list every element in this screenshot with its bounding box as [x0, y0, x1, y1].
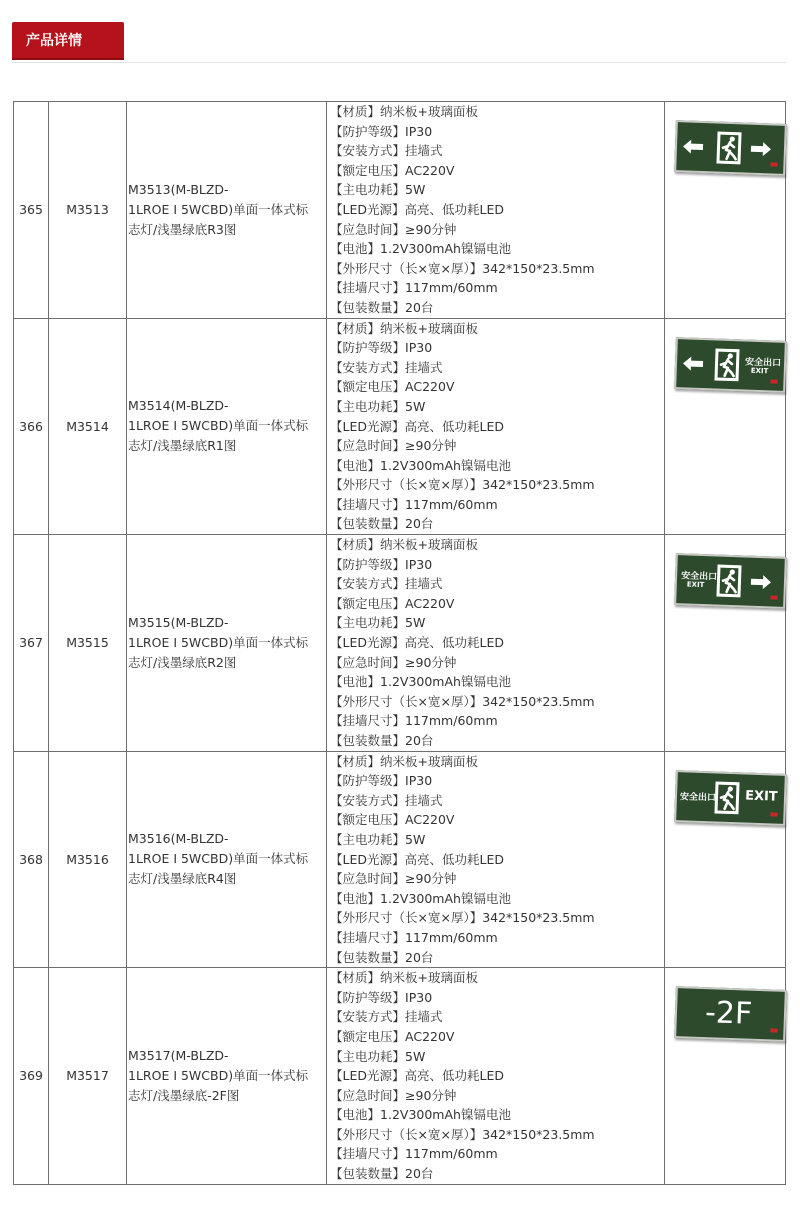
product-name-line: 志灯/浅墨绿底-2F图: [128, 1087, 240, 1103]
spec-label: 【额定电压】: [330, 1028, 406, 1044]
spec-value: AC220V: [405, 595, 455, 611]
spec-line: [330, 928, 664, 948]
product-image: [665, 318, 786, 535]
product-name-line: 1LROE I 5WCBD)单面一体式标: [128, 1067, 309, 1083]
sign-graphic: [676, 122, 785, 174]
table-row: [14, 102, 786, 319]
product-name-line: 1LROE I 5WCBD)单面一体式标: [128, 418, 309, 434]
spec-label: 【主电功耗】: [330, 615, 406, 631]
spec-line: [330, 988, 664, 1008]
spec-value: AC220V: [405, 162, 455, 178]
spec-value: 高亮、低功耗LED: [404, 201, 504, 217]
spec-label: 【LED光源】: [330, 1068, 405, 1084]
spec-label: 【主电功耗】: [330, 831, 406, 847]
floor-number-icon: [674, 986, 787, 1042]
spec-label: 【材质】: [330, 320, 381, 336]
spec-value: 纳米板+玻璃面板: [380, 320, 478, 336]
spec-value: 117mm/60mm: [405, 496, 498, 512]
spec-line: [330, 239, 664, 259]
spec-value: 5W: [405, 615, 426, 631]
spec-label: 【电池】: [330, 674, 381, 690]
spec-value: 纳米板+玻璃面板: [380, 970, 478, 986]
product-name-line: 志灯/浅墨绿底R2图: [128, 654, 237, 670]
spec-line: [330, 653, 664, 673]
spec-label: 【LED光源】: [330, 635, 405, 651]
spec-value: 1.2V300mAh镍镉电池: [380, 890, 511, 906]
spec-value: 挂墙式: [405, 143, 443, 159]
spec-label: 【LED光源】: [330, 851, 405, 867]
spec-label: 【材质】: [330, 104, 381, 119]
spec-list: [327, 318, 665, 535]
spec-line: [330, 417, 664, 437]
row-number: 366: [14, 318, 49, 535]
spec-line: [330, 869, 664, 889]
spec-line: [330, 514, 664, 534]
spec-label: 【挂墙尺寸】: [330, 713, 406, 729]
spec-value: 纳米板+玻璃面板: [380, 104, 478, 119]
spec-value: 5W: [405, 182, 426, 198]
spec-line: [330, 298, 664, 318]
spec-line: [330, 180, 664, 200]
model-code: M3514: [49, 318, 127, 535]
spec-line: [330, 397, 664, 417]
product-name-line: M3515(M-BLZD-: [128, 614, 229, 630]
tab-bar: [12, 22, 786, 63]
spec-line: [330, 850, 664, 870]
spec-value: 342*150*23.5mm: [482, 693, 595, 709]
product-name: [127, 968, 327, 1185]
spec-line: [330, 259, 664, 279]
spec-label: 【外形尺寸（长×宽×厚）】: [330, 693, 483, 709]
spec-label: 【主电功耗】: [330, 1048, 406, 1064]
spec-line: [330, 319, 664, 339]
spec-value: 纳米板+玻璃面板: [380, 753, 478, 769]
spec-value: IP30: [405, 123, 433, 139]
spec-label: 【安装方式】: [330, 143, 406, 159]
spec-value: 高亮、低功耗LED: [404, 1068, 504, 1084]
product-name-line: 1LROE I 5WCBD)单面一体式标: [128, 201, 309, 217]
spec-line: [330, 948, 664, 968]
spec-line: [330, 1007, 664, 1027]
spec-label: 【包装数量】: [330, 516, 406, 532]
spec-label: 【主电功耗】: [330, 182, 406, 198]
spec-line: [330, 1105, 664, 1125]
row-number: 368: [14, 751, 49, 968]
spec-value: ≥90分钟: [405, 221, 457, 237]
spec-line: [330, 672, 664, 692]
spec-label: 【安装方式】: [330, 1009, 406, 1025]
spec-label: 【额定电压】: [330, 812, 406, 828]
spec-value: 20台: [405, 299, 434, 315]
model-code: M3513: [49, 102, 127, 319]
product-name-line: M3514(M-BLZD-: [128, 398, 229, 414]
table-row: [14, 535, 786, 752]
sign-label-floor: -2F: [704, 995, 753, 1032]
spec-value: ≥90分钟: [405, 871, 457, 887]
row-number: 367: [14, 535, 49, 752]
spec-line: [330, 456, 664, 476]
spec-label: 【电池】: [330, 457, 381, 473]
table-row: [14, 968, 786, 1185]
product-name-line: M3513(M-BLZD-: [128, 181, 229, 197]
spec-line: [330, 633, 664, 653]
spec-label: 【电池】: [330, 241, 381, 257]
spec-label: 【材质】: [330, 970, 381, 986]
sign-label-en: EXIT: [744, 788, 778, 805]
spec-list: [327, 102, 665, 319]
spec-value: 117mm/60mm: [405, 280, 498, 296]
spec-line: [330, 692, 664, 712]
spec-label: 【额定电压】: [330, 162, 406, 178]
spec-value: AC220V: [405, 379, 455, 395]
spec-label: 【防护等级】: [330, 989, 406, 1005]
spec-value: 挂墙式: [405, 576, 443, 592]
spec-label: 【挂墙尺寸】: [330, 1146, 406, 1162]
sign-label-en: EXIT: [750, 366, 769, 375]
spec-value: 挂墙式: [405, 359, 443, 375]
sign-label-cn: 安全出口: [679, 791, 717, 804]
spec-value: 1.2V300mAh镍镉电池: [380, 1107, 511, 1123]
spec-label: 【外形尺寸（长×宽×厚）】: [330, 477, 483, 493]
spec-line: [330, 161, 664, 181]
product-name-line: M3516(M-BLZD-: [128, 831, 229, 847]
product-name-line: 1LROE I 5WCBD)单面一体式标: [128, 634, 309, 650]
product-name: [127, 751, 327, 968]
spec-line: [330, 830, 664, 850]
spec-value: 20台: [405, 1166, 434, 1182]
spec-line: [330, 1125, 664, 1145]
spec-line: [330, 711, 664, 731]
spec-line: [330, 771, 664, 791]
table-row: [14, 318, 786, 535]
row-number: 365: [14, 102, 49, 319]
spec-list: [327, 535, 665, 752]
table-row: [14, 751, 786, 968]
spec-value: IP30: [405, 556, 433, 572]
spec-line: [330, 122, 664, 142]
product-image: [665, 102, 786, 319]
sign-label-en: EXIT: [686, 580, 705, 590]
spec-line: [330, 1047, 664, 1067]
spec-value: 挂墙式: [405, 792, 443, 808]
spec-line: [330, 594, 664, 614]
spec-value: 342*150*23.5mm: [482, 477, 595, 493]
spec-line: [330, 1086, 664, 1106]
spec-label: 【安装方式】: [330, 576, 406, 592]
spec-value: 5W: [405, 398, 426, 414]
spec-value: 117mm/60mm: [405, 713, 498, 729]
spec-label: 【包装数量】: [330, 299, 406, 315]
spec-value: 高亮、低功耗LED: [404, 851, 504, 867]
spec-label: 【应急时间】: [330, 654, 406, 670]
spec-label: 【LED光源】: [330, 201, 405, 217]
spec-line: [330, 102, 664, 122]
spec-label: 【外形尺寸（长×宽×厚）】: [330, 910, 483, 926]
spec-line: [330, 1144, 664, 1164]
sign-label-cn: 安全出口: [744, 357, 782, 369]
spec-line: [330, 889, 664, 909]
spec-label: 【材质】: [330, 753, 381, 769]
spec-label: 【防护等级】: [330, 123, 406, 139]
product-name-line: 志灯/浅墨绿底R1图: [128, 438, 237, 454]
spec-label: 【外形尺寸（长×宽×厚）】: [330, 1126, 483, 1142]
spec-line: [330, 535, 664, 555]
spec-value: 20台: [405, 516, 434, 532]
spec-label: 【应急时间】: [330, 221, 406, 237]
spec-value: 纳米板+玻璃面板: [380, 537, 478, 553]
spec-value: IP30: [405, 989, 433, 1005]
spec-line: [330, 810, 664, 830]
spec-line: [330, 908, 664, 928]
product-name-line: 志灯/浅墨绿底R3图: [128, 221, 237, 237]
model-code: M3516: [49, 751, 127, 968]
product-name: [127, 102, 327, 319]
spec-label: 【防护等级】: [330, 556, 406, 572]
spec-value: 1.2V300mAh镍镉电池: [380, 241, 511, 257]
spec-line: [330, 220, 664, 240]
spec-value: ≥90分钟: [405, 1087, 457, 1103]
spec-value: 高亮、低功耗LED: [404, 418, 504, 434]
spec-value: 342*150*23.5mm: [482, 260, 595, 276]
spec-value: 挂墙式: [405, 1009, 443, 1025]
spec-label: 【外形尺寸（长×宽×厚）】: [330, 260, 483, 276]
spec-line: [330, 278, 664, 298]
spec-line: [330, 1027, 664, 1047]
spec-value: 20台: [405, 949, 434, 965]
spec-line: [330, 436, 664, 456]
spec-line: [330, 968, 664, 988]
spec-value: 117mm/60mm: [405, 929, 498, 945]
spec-line: [330, 1066, 664, 1086]
product-image: [665, 535, 786, 752]
spec-line: [330, 200, 664, 220]
model-code: M3515: [49, 535, 127, 752]
spec-value: 20台: [405, 733, 434, 748]
spec-label: 【额定电压】: [330, 379, 406, 395]
spec-label: 【挂墙尺寸】: [330, 929, 406, 945]
spec-list: [327, 751, 665, 968]
spec-line: [330, 731, 664, 751]
spec-label: 【包装数量】: [330, 733, 406, 748]
product-image: [665, 751, 786, 968]
spec-line: [330, 377, 664, 397]
spec-label: 【防护等级】: [330, 773, 406, 789]
spec-value: AC220V: [405, 1028, 455, 1044]
spec-value: IP30: [405, 340, 433, 356]
spec-label: 【电池】: [330, 1107, 381, 1123]
spec-label: 【包装数量】: [330, 949, 406, 965]
product-spec-table: [13, 101, 786, 1185]
spec-label: 【应急时间】: [330, 1087, 406, 1103]
spec-label: 【安装方式】: [330, 359, 406, 375]
product-name-line: M3517(M-BLZD-: [128, 1047, 229, 1063]
product-image: [665, 968, 786, 1185]
spec-line: [330, 752, 664, 772]
spec-value: 117mm/60mm: [405, 1146, 498, 1162]
spec-label: 【安装方式】: [330, 792, 406, 808]
spec-label: 【LED光源】: [330, 418, 405, 434]
spec-label: 【额定电压】: [330, 595, 406, 611]
exit-text-icon: [674, 770, 787, 826]
spec-value: ≥90分钟: [405, 438, 457, 454]
model-code: M3517: [49, 968, 127, 1185]
sign-label-cn: 安全出口: [680, 571, 718, 583]
spec-label: 【主电功耗】: [330, 398, 406, 414]
spec-value: 1.2V300mAh镍镉电池: [380, 457, 511, 473]
spec-label: 【挂墙尺寸】: [330, 496, 406, 512]
product-name: [127, 318, 327, 535]
spec-label: 【包装数量】: [330, 1166, 406, 1182]
spec-value: 高亮、低功耗LED: [404, 635, 504, 651]
spec-value: 5W: [405, 1048, 426, 1064]
spec-line: [330, 495, 664, 515]
spec-line: [330, 555, 664, 575]
spec-line: [330, 338, 664, 358]
tab-product-details[interactable]: 产品详情: [12, 22, 124, 60]
product-name: [127, 535, 327, 752]
spec-line: [330, 613, 664, 633]
left-arrow-exit-icon: [674, 337, 787, 393]
spec-line: [330, 141, 664, 161]
spec-value: ≥90分钟: [405, 654, 457, 670]
spec-label: 【应急时间】: [330, 871, 406, 887]
product-name-line: 1LROE I 5WCBD)单面一体式标: [128, 851, 309, 867]
spec-value: 342*150*23.5mm: [482, 1126, 595, 1142]
spec-line: [330, 791, 664, 811]
spec-value: 342*150*23.5mm: [482, 910, 595, 926]
right-arrow-exit-icon: [674, 553, 787, 609]
spec-label: 【应急时间】: [330, 438, 406, 454]
spec-list: [327, 968, 665, 1185]
spec-value: 1.2V300mAh镍镉电池: [380, 674, 511, 690]
spec-line: [330, 1164, 664, 1184]
spec-value: 5W: [405, 831, 426, 847]
spec-line: [330, 358, 664, 378]
spec-label: 【挂墙尺寸】: [330, 280, 406, 296]
row-number: 369: [14, 968, 49, 1185]
spec-label: 【电池】: [330, 890, 381, 906]
spec-value: AC220V: [405, 812, 455, 828]
left-right-arrow-running-man-icon: [674, 120, 787, 176]
spec-line: [330, 574, 664, 594]
spec-value: IP30: [405, 773, 433, 789]
spec-label: 【防护等级】: [330, 340, 406, 356]
product-name-line: 志灯/浅墨绿底R4图: [128, 871, 237, 887]
spec-label: 【材质】: [330, 537, 381, 553]
spec-line: [330, 475, 664, 495]
